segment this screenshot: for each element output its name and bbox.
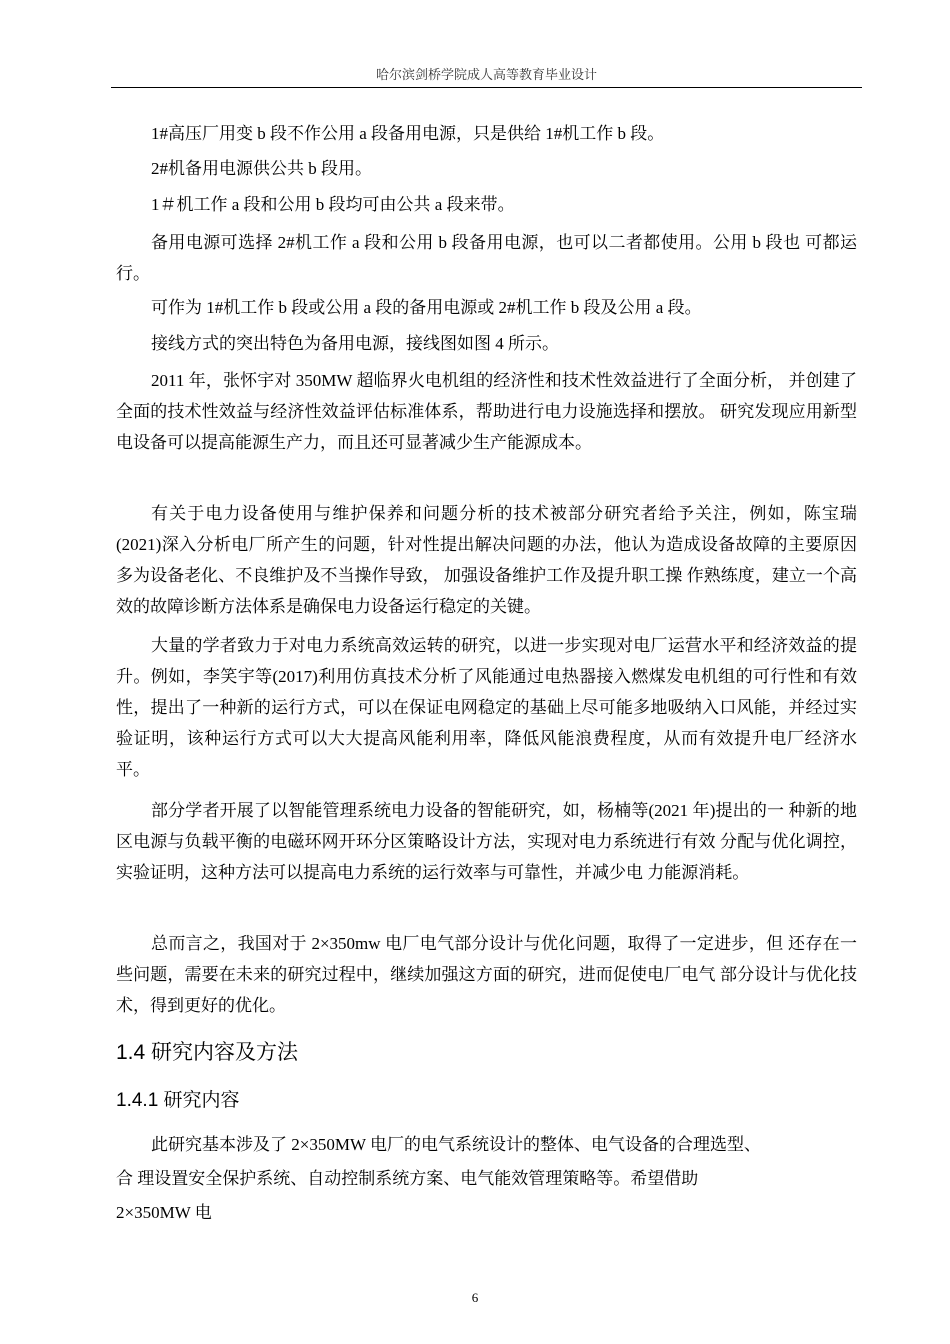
paragraph-9: 大量的学者致力于对电力系统高效运转的研究，以进一步实现对电厂运营水平和经济效益的提升。例如，李笑宇等(2017)利用仿真技术分析了风能通过电热器接入燃煤发电机组的可行性和有效性，提出了一种新的运行方式，可以在保证电网稳定的基础上尽可能多地吸纳入口风能，并经过实验证明，该种运行方式可以大大提高风能利用率，降低风能浪费程度，从而有效提升电厂经济水平。 (116, 636, 857, 779)
paragraph-7: 2011 年，张怀宇对 350MW 超临界火电机组的经济性和技术性效益进行了全面分析， 并创建了全面的技术性效益与经济性效益评估标准体系，帮助进行电力设施选择和摆放。 研究发现应用新型电设备可以提高能源生产力，而且还可显著减少生产能源成本。 (116, 371, 857, 452)
paragraph-3: 1＃机工作 a 段和公用 b 段均可由公共 a 段来带。 (151, 195, 515, 214)
paragraph-4: 备用电源可选择 2#机工作 a 段和公用 b 段备用电源，也可以二者都使用。公用 b 段也 可都运行。 (116, 233, 857, 283)
section-line-1: 此研究基本涉及了 2×350MW 电厂的电气系统设计的整体、电气设备的合理选型、 (151, 1135, 761, 1154)
subsection-heading: 1.4.1 研究内容 (116, 1090, 240, 1111)
section-line-3: 2×350MW 电 (116, 1203, 212, 1222)
paragraph-5: 可作为 1#机工作 b 段或公用 a 段的备用电源或 2#机工作 b 段及公用 a 段。 (151, 298, 702, 317)
section-heading: 1.4 研究内容及方法 (116, 1041, 299, 1064)
page-number: 6 (471, 1290, 479, 1305)
paragraph-1: 1#高压厂用变 b 段不作公用 a 段备用电源，只是供给 1#机工作 b 段。 (151, 124, 665, 143)
page-header: 哈尔滨剑桥学院成人高等教育毕业设计 (375, 67, 597, 82)
paragraph-6: 接线方式的突出特色为备用电源，接线图如图 4 所示。 (151, 334, 559, 353)
paragraph-11: 总而言之，我国对于 2×350mw 电厂电气部分设计与优化问题，取得了一定进步，但 还存在一些问题，需要在未来的研究过程中，继续加强这方面的研究，进而促使电厂电气 部分设计与优化技术，得到更好的优化。 (116, 934, 857, 1015)
header-divider (111, 87, 862, 88)
paragraph-2: 2#机备用电源供公共 b 段用。 (151, 159, 372, 178)
paragraph-8: 有关于电力设备使用与维护保养和问题分析的技术被部分研究者给予关注，例如，陈宝瑞(2021)深入分析电厂所产生的问题，针对性提出解决问题的办法，他认为造成设备故障的主要原因多为设备老化、不良维护及不当操作导致， 加强设备维护工作及提升职工操 作熟练度，建立一个高效的故障诊断方法体系是确保电力设备运行稳定的关键。 (116, 504, 857, 616)
section-line-2: 合 理设置安全保护系统、自动控制系统方案、电气能效管理策略等。希望借助 (116, 1169, 699, 1188)
paragraph-10: 部分学者开展了以智能管理系统电力设备的智能研究，如，杨楠等(2021 年)提出的一 种新的地区电源与负载平衡的电磁环网开环分区策略设计方法，实现对电力系统进行有效 分配与优化调控，实验证明，这种方法可以提高电力系统的运行效率与可靠性，并减少电 力能源消耗。 (116, 801, 857, 882)
